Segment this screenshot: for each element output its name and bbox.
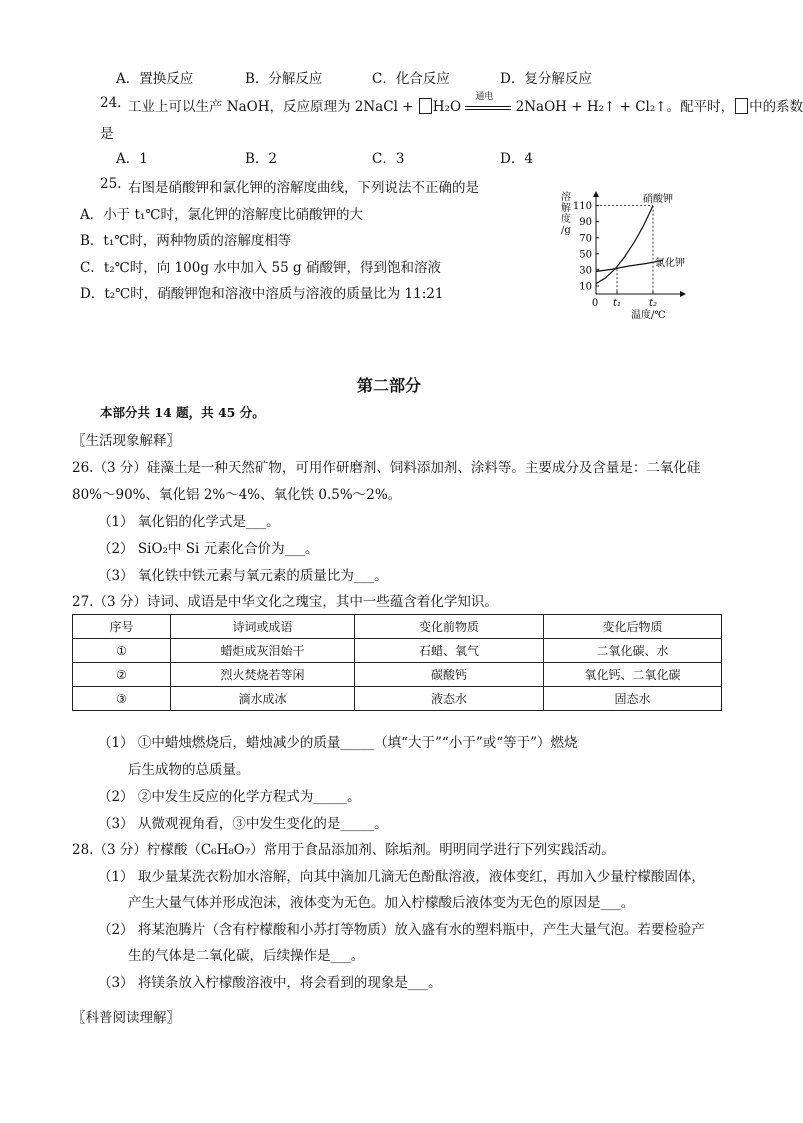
q26-sub3: （3） 氧化铁中铁元素与氧元素的质量比为___。	[98, 568, 388, 584]
section-life-phenomena: 〖生活现象解释〗	[72, 433, 180, 449]
reaction-condition: 通电	[475, 91, 494, 102]
q27-sub3: （3） 从微观视角看，③中发生变化的是_____。	[98, 816, 388, 832]
kno3-curve	[596, 206, 653, 284]
q23-option-b: B．分解反应	[245, 71, 323, 87]
x-tick-label: t₁	[612, 298, 622, 309]
table-header: 变化前物质	[355, 615, 544, 639]
q25-option-a: A．小于 t₁℃时，氯化钾的溶解度比硝酸钾的大	[80, 207, 363, 223]
table-header-row	[73, 615, 722, 639]
y-tick-label: 70	[579, 233, 592, 245]
q27-table	[72, 614, 722, 711]
table-cell: 石蜡、氧气	[355, 639, 544, 663]
solubility-chart	[555, 188, 735, 328]
q23-option-a: A．置换反应	[116, 71, 194, 87]
q26-sub2: （2） SiO₂中 Si 元素化合价为___。	[98, 541, 319, 557]
chart-ylabel-3: 度	[561, 214, 571, 225]
table-cell: 碳酸钙	[355, 663, 544, 687]
q24-line2: 是	[100, 126, 114, 142]
coefficient-box	[419, 98, 432, 114]
q28-sub1a: （1） 取少量某洗衣粉加水溶解，向其中滴加几滴无色酚酞溶液，液体变红，再加入少量柠檬酸固体，	[98, 869, 705, 885]
coefficient-box-2	[735, 98, 748, 114]
table-cell: 二氧化碳、水	[544, 639, 722, 663]
table-cell: ③	[73, 687, 171, 711]
q23-option-d: D．复分解反应	[500, 71, 592, 87]
kcl-label: 氯化钾	[655, 258, 685, 269]
part2-title: 第二部分	[357, 376, 422, 395]
table-cell: ②	[73, 663, 171, 687]
q24-option-c: C．3	[372, 151, 405, 167]
q28-sub2b: 生的气体是二氧化碳，后续操作是___。	[128, 948, 365, 964]
q24-option-a: A．1	[116, 151, 148, 167]
q24-text-a: 工业上可以生产 NaOH，反应原理为 2NaCl +	[128, 99, 418, 115]
chart-ylabel-2: 解	[561, 203, 571, 214]
y-tick-label: 110	[572, 201, 592, 213]
q26-line1: 26.（3 分）硅藻土是一种天然矿物，可用作研磨剂、饲料添加剂、涂料等。主要成分及含量是：二氧化硅	[72, 460, 701, 476]
q24-text-d: 中的系数	[749, 99, 803, 115]
q24-text-b: H₂O	[432, 99, 462, 115]
q25-option-b: B．t₁℃时，两种物质的溶解度相等	[80, 233, 292, 249]
q25-stem: 右图是硝酸钾和氯化钾的溶解度曲线，下列说法不正确的是	[128, 180, 479, 196]
table-cell: ①	[73, 639, 171, 663]
table-cell: 氧化钙、二氧化碳	[544, 663, 722, 687]
table-cell: 滴水成冰	[171, 687, 355, 711]
x-tick-label: t₂	[648, 298, 658, 309]
q28-sub1b: 产生大量气体并形成泡沫，液体变为无色。加入柠檬酸后液体变为无色的原因是___。	[128, 895, 635, 911]
q23-option-c: C．化合反应	[372, 71, 450, 87]
y-tick-label: 30	[579, 265, 592, 277]
table-row	[73, 687, 722, 711]
q25-option-d: D．t₂℃时，硝酸钾饱和溶液中溶质与溶液的质量比为 11:21	[80, 286, 444, 302]
chart-ylabel-4: /g	[561, 225, 571, 236]
x-tick-label-origin: 0	[591, 298, 599, 309]
y-tick-label: 10	[579, 281, 592, 293]
table-row	[73, 639, 722, 663]
y-tick-label: 90	[579, 217, 592, 229]
q24-option-b: B．2	[245, 151, 278, 167]
q24-option-d: D．4	[500, 151, 533, 167]
part2-intro: 本部分共 14 题，共 45 分。	[100, 405, 265, 420]
q27-sub1b: 后生成物的总质量。	[128, 762, 250, 778]
q28-sub2a: （2） 将某泡腾片（含有柠檬酸和小苏打等物质）放入盛有水的塑料瓶中，产生大量气泡。若要检验产	[98, 922, 705, 938]
table-header: 诗词或成语	[171, 615, 355, 639]
q27-sub2: （2） ②中发生反应的化学方程式为_____。	[98, 789, 361, 805]
table-row	[73, 663, 722, 687]
chart-xlabel: 温度/℃	[631, 310, 666, 321]
q25-option-c: C．t₂℃时，向 100g 水中加入 55 g 硝酸钾，得到饱和溶液	[80, 260, 441, 276]
q27-line1: 27.（3 分）诗词、成语是中华文化之瑰宝，其中一些蕴含着化学知识。	[72, 594, 498, 610]
table-cell: 烈火焚烧若等闲	[171, 663, 355, 687]
table-header: 变化后物质	[544, 615, 722, 639]
q27-sub1a: （1） ①中蜡烛燃烧后，蜡烛减少的质量_____（填“大于”“小于”或“等于”）燃烧	[98, 735, 578, 751]
q24-number: 24.	[100, 95, 122, 111]
chart-ylabel-1: 溶	[561, 192, 571, 203]
q28-sub3: （3） 将镁条放入柠檬酸溶液中，将会看到的现象是___。	[98, 975, 442, 991]
q24-stem	[128, 91, 803, 115]
table-cell: 蜡炬成灰泪始干	[171, 639, 355, 663]
q24-text-c: 2NaOH + H₂↑ + Cl₂↑。配平时，	[515, 99, 735, 115]
kno3-label: 硝酸钾	[643, 194, 673, 205]
y-tick-label: 50	[579, 249, 592, 261]
reaction-arrow	[465, 91, 511, 115]
q28-line1: 28.（3 分）柠檬酸（C₆H₈O₇）常用于食品添加剂、除垢剂。明明同学进行下列实践活动。	[72, 842, 615, 858]
section-science-reading: 〖科普阅读理解〗	[72, 1010, 180, 1026]
q26-sub1: （1） 氧化铝的化学式是___。	[98, 514, 280, 530]
table-cell: 液态水	[355, 687, 544, 711]
q25-number: 25.	[100, 176, 122, 192]
table-cell: 固态水	[544, 687, 722, 711]
q26-line2: 80%～90%、氧化铝 2%～4%、氧化铁 0.5%～2%。	[72, 487, 402, 503]
table-header: 序号	[73, 615, 171, 639]
